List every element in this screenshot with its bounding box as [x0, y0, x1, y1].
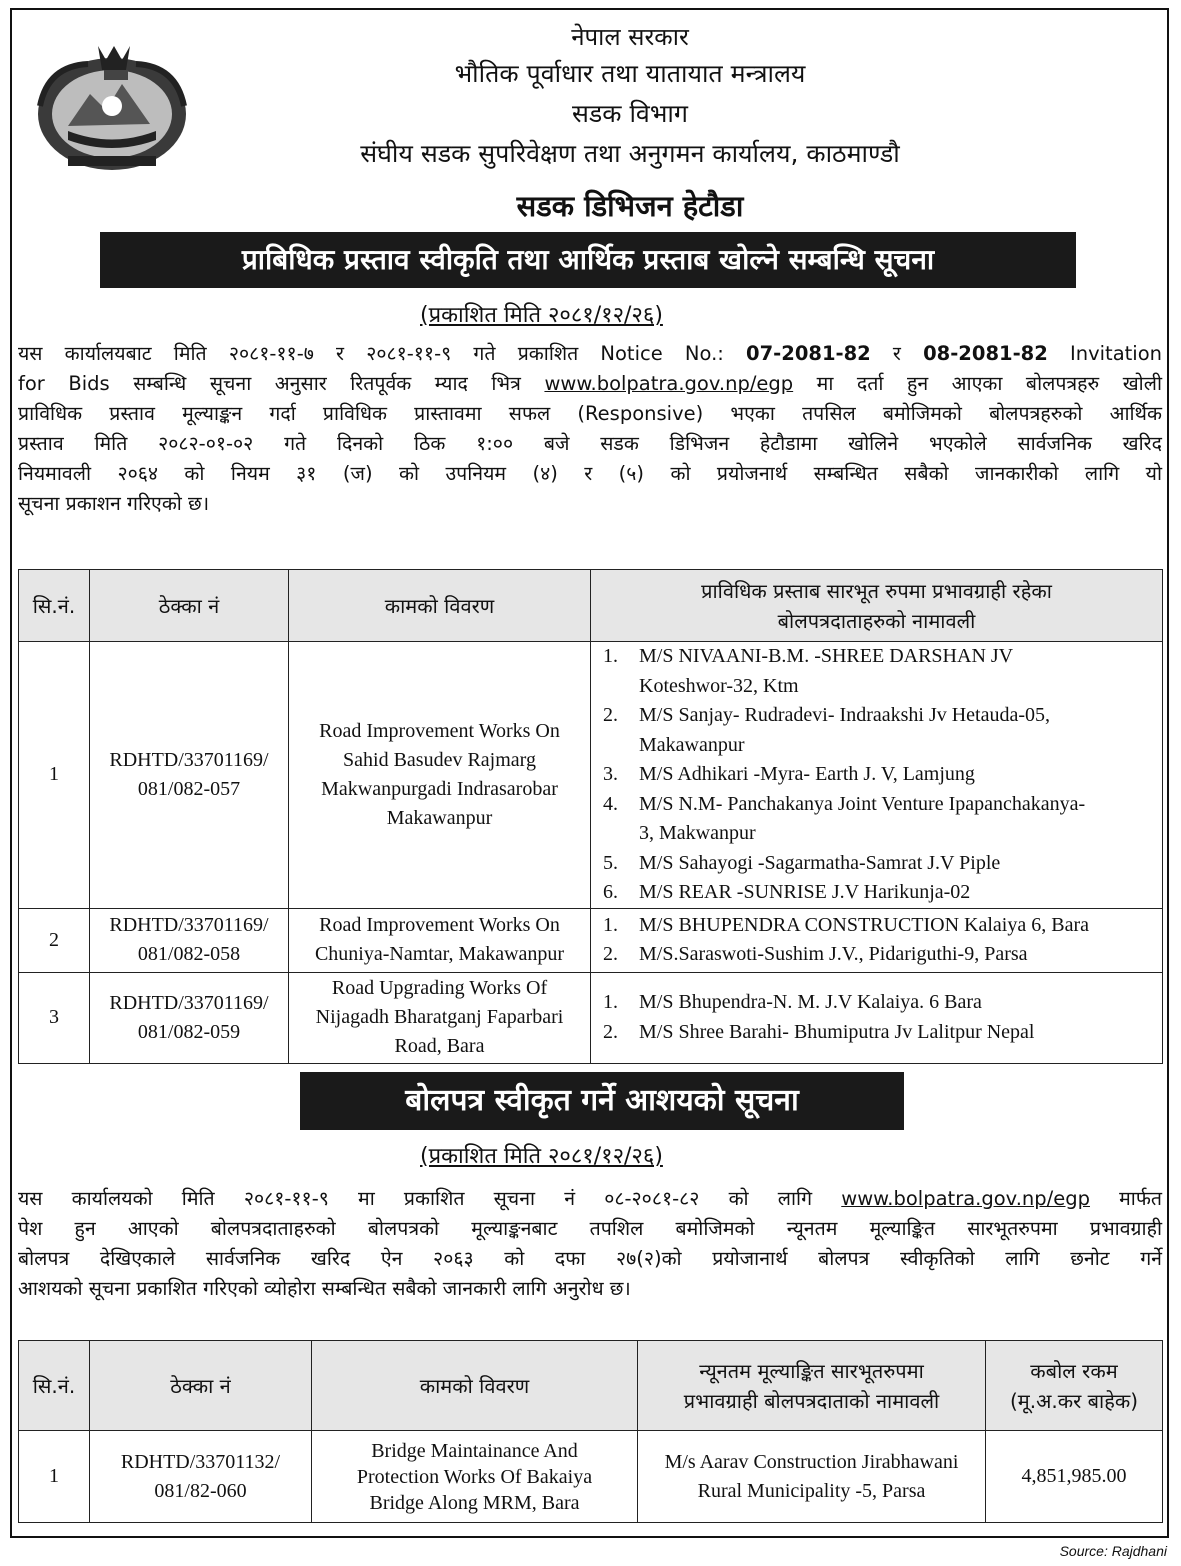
col-header-bidders: प्राविधिक प्रस्ताब सारभूत रुपमा प्रभावग्राही रहेका बोलपत्रदाताहरुको नामावली [591, 570, 1163, 642]
cell-sn: 2 [19, 908, 90, 972]
notice1-para-line: सूचना प्रकाशन गरिएको छ। [18, 492, 210, 515]
cell-description: Road Upgrading Works Of Nijagadh Bharatganj Faparbari Road, Bara [289, 972, 591, 1063]
notice1-pubdate: (प्रकाशित मिति २०८१/१२/२६) [420, 303, 663, 328]
list-item: 1. M/S Bhupendra-N. M. J.V Kalaiya. 6 Bara [603, 991, 982, 1013]
notice2-table [18, 1340, 1163, 1523]
col-header-contract: ठेक्का नं [90, 570, 289, 642]
list-item: 1. M/S NIVAANI-B.M. -SHREE DARSHAN JV Koteshwor-32, Ktm [603, 645, 1014, 697]
cell-sn: 1 [19, 642, 90, 909]
header-division: सडक डिभिजन हेटौडा [516, 189, 744, 223]
notice1-paragraph [18, 339, 1162, 519]
notice2-para-line: बोलपत्र देखिएकाले सार्वजनिक खरिद ऐन २०६३ को दफा २७(२)को प्रयोजानार्थ बोलपत्र स्वीकृतिको लागि छनोट गर्ने [18, 1247, 1162, 1270]
table-header-row [19, 1341, 1163, 1431]
notice1-title: प्राबिधिक प्रस्ताव स्वीकृति तथा आर्थिक प्रस्ताब खोल्ने सम्बन्धि सूचना [100, 232, 1076, 288]
notice2-para-line: यस कार्यालयको मिति २०८१-११-९ मा प्रकाशित सूचना नं ०८-२०८१-८२ को लागि www.bolpatra.gov.np/egp मार्फत [18, 1187, 1162, 1210]
cell-description: Road Improvement Works On Sahid Basudev Rajmarg Makwanpurgadi Indrasarobar Makawanpur [289, 642, 591, 909]
header-ministry: भौतिक पूर्वाधार तथा यातायात मन्त्रालय [454, 59, 806, 88]
cell-contract: RDHTD/33701169/ 081/082-057 [90, 642, 289, 909]
col-header-bidder: न्यूनतम मूल्याङ्कित सारभूतरुपमा प्रभावग्राही बोलपत्रदाताको नामावली [638, 1341, 986, 1431]
cell-description: Road Improvement Works On Chuniya-Namtar, Makawanpur [289, 908, 591, 972]
list-item: 2. M/S Sanjay- Rudradevi- Indraakshi Jv Hetauda-05, Makawanpur [603, 704, 1051, 756]
notice1-para-line: यस कार्यालयबाट मिति २०८१-११-७ र २०८१-११-९ गते प्रकाशित Notice No.: 07-2081-82 र 08-2081-82 Invitation [18, 342, 1163, 365]
table-row [19, 908, 1163, 972]
notice1-para-line: प्रस्ताव मिति २०८२-०१-०२ गते दिनको ठिक १:०० बजे सडक डिभिजन हेटौडामा खोलिने भएकोले सार्वजनिक खरिद [18, 432, 1162, 455]
list-item: 4. M/S N.M- Panchakanya Joint Venture Ipapanchakanya- 3, Makwanpur [603, 792, 1086, 844]
list-item: 6. M/S REAR -SUNRISE J.V Harikunja-02 [603, 881, 971, 903]
col-header-description: कामको विवरण [312, 1341, 638, 1431]
notice2-paragraph [18, 1184, 1162, 1304]
notice2-para-line: पेश हुन आएको बोलपत्रदाताहरुको बोलपत्रको मूल्याङ्कनबाट तपशिल बमोजिमको न्यूनतम मूल्याङ्कित सारभूतरुपमा प्रभावग्राही [18, 1217, 1162, 1240]
cell-amount: 4,851,985.00 [986, 1431, 1163, 1523]
table-row [19, 1431, 1163, 1523]
header-office: संघीय सडक सुपरिवेक्षण तथा अनुगमन कार्यालय, काठमाण्डौ [360, 139, 900, 168]
notice2-para-line: आशयको सूचना प्रकाशित गरिएको व्योहोरा सम्बन्धित सबैको जानकारी लागि अनुरोध छ। [18, 1277, 631, 1300]
col-header-sn: सि.नं. [19, 570, 90, 642]
notice2-pubdate: (प्रकाशित मिति २०८१/१२/२६) [420, 1144, 663, 1169]
notice1-para-line: for Bids सम्बन्धि सूचना अनुसार रितपूर्वक म्याद भित्र www.bolpatra.gov.np/egp मा दर्ता हुन आएका बोलपत्रहरु खोली [18, 372, 1162, 395]
cell-contract: RDHTD/33701132/ 081/82-060 [90, 1431, 312, 1523]
header-government: नेपाल सरकार [571, 23, 689, 51]
cell-contract: RDHTD/33701169/ 081/082-058 [90, 908, 289, 972]
list-item: 3. M/S Adhikari -Myra- Earth J. V, Lamjung [603, 763, 975, 785]
notice1-para-line: नियमावली २०६४ को नियम ३१ (ज) को उपनियम (४) र (५) को प्रयोजनार्थ सम्बन्धित सबैको जानकारीको लागि यो [18, 462, 1162, 485]
list-item: 1. M/S BHUPENDRA CONSTRUCTION Kalaiya 6, Bara [603, 913, 1089, 936]
table-row [19, 972, 1163, 1063]
list-item: 2. M/S.Saraswoti-Sushim J.V., Pidariguthi-9, Parsa [603, 943, 1028, 965]
col-header-amount: कबोल रकम (मू.अ.कर बाहेक) [986, 1341, 1163, 1431]
cell-contract: RDHTD/33701169/ 081/082-059 [90, 972, 289, 1063]
cell-sn: 1 [19, 1431, 90, 1523]
header-department: सडक विभाग [572, 99, 688, 128]
table-header-row [19, 570, 1163, 642]
col-header-contract: ठेक्का नं [90, 1341, 312, 1431]
list-item: 2. M/S Shree Barahi- Bhumiputra Jv Lalitpur Nepal [603, 1020, 1035, 1043]
bolpatra-link[interactable]: www.bolpatra.gov.np/egp [841, 1187, 1090, 1210]
list-item: 5. M/S Sahayogi -Sagarmatha-Samrat J.V Piple [603, 851, 1001, 874]
source-credit: Source: Rajdhani [1059, 1543, 1167, 1559]
cell-sn: 3 [19, 972, 90, 1063]
notice1-para-line: प्राविधिक प्रस्ताव मूल्याङ्कन गर्दा प्राविधिक प्रास्तावमा सफल (Responsive) भएका तपसिल बमोजिमको बोलपत्रहरुको आर्थिक [18, 402, 1162, 425]
cell-bidders [591, 908, 1163, 972]
nepal-government-emblem-icon [28, 36, 196, 174]
notice1-table [18, 569, 1163, 1064]
cell-bidders [591, 972, 1163, 1063]
bolpatra-link[interactable]: www.bolpatra.gov.np/egp [544, 372, 794, 395]
cell-bidders [591, 642, 1163, 909]
col-header-description: कामको विवरण [289, 570, 591, 642]
cell-bidder: M/s Aarav Construction Jirabhawani Rural Municipality -5, Parsa [638, 1431, 986, 1523]
cell-description: Bridge Maintainance And Protection Works Of Bakaiya Bridge Along MRM, Bara [312, 1431, 638, 1523]
notice2-title: बोलपत्र स्वीकृत गर्ने आशयको सूचना [300, 1072, 904, 1130]
table-row [19, 642, 1163, 909]
col-header-sn: सि.नं. [19, 1341, 90, 1431]
